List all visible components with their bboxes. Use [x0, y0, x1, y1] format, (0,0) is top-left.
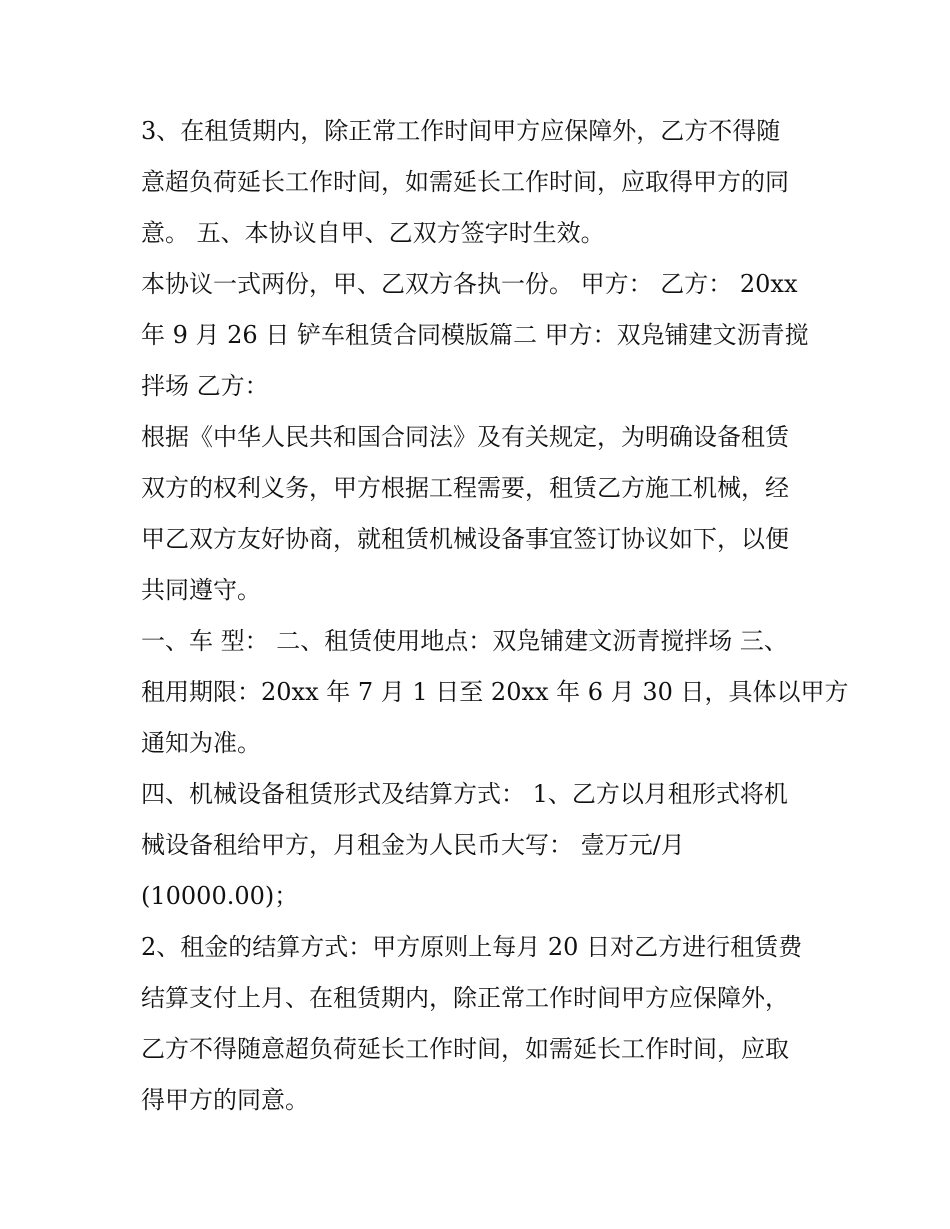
text-line-18: 结算支付上月、在租赁期内，除正常工作时间甲方应保障外， [141, 984, 789, 1012]
text-line-11: 一、车 型： 二、租赁使用地点：双凫铺建文沥青搅拌场 三、 [141, 627, 788, 655]
text-line-14: 四、机械设备租赁形式及结算方式： 1、乙方以月租形式将机 [141, 780, 788, 808]
text-line-6: 拌场 乙方： [141, 372, 269, 400]
text-line-3: 意。 五、本协议自甲、乙双方签字时生效。 [141, 219, 605, 247]
text-line-8: 双方的权利义务，甲方根据工程需要，租赁乙方施工机械，经 [141, 474, 789, 502]
text-line-1: 3、在租赁期内，除正常工作时间甲方应保障外，乙方不得随 [141, 117, 781, 145]
text-line-9: 甲乙双方友好协商，就租赁机械设备事宜签订协议如下，以便 [141, 525, 789, 553]
text-line-2: 意超负荷延长工作时间，如需延长工作时间，应取得甲方的同 [141, 168, 789, 196]
document-body [141, 106, 849, 1126]
text-line-4: 本协议一式两份，甲、乙双方各执一份。 甲方： 乙方： 20xx [141, 270, 798, 298]
text-line-10: 共同遵守。 [141, 576, 261, 604]
text-line-16: (10000.00)； [141, 882, 299, 910]
text-line-13: 通知为准。 [141, 729, 261, 757]
text-line-5: 年 9 月 26 日 铲车租赁合同模版篇二 甲方：双凫铺建文沥青搅 [141, 321, 809, 349]
text-line-17: 2、租金的结算方式：甲方原则上每月 20 日对乙方进行租赁费 [141, 933, 803, 961]
text-line-7: 根据《中华人民共和国合同法》及有关规定，为明确设备租赁 [141, 423, 789, 451]
text-line-15: 械设备租给甲方，月租金为人民币大写： 壹万元/月 [141, 831, 685, 859]
text-line-12: 租用期限：20xx 年 7 月 1 日至 20xx 年 6 月 30 日，具体以甲方 [141, 678, 849, 706]
text-line-20: 得甲方的同意。 [141, 1086, 309, 1114]
text-line-19: 乙方不得随意超负荷延长工作时间，如需延长工作时间，应取 [141, 1035, 789, 1063]
